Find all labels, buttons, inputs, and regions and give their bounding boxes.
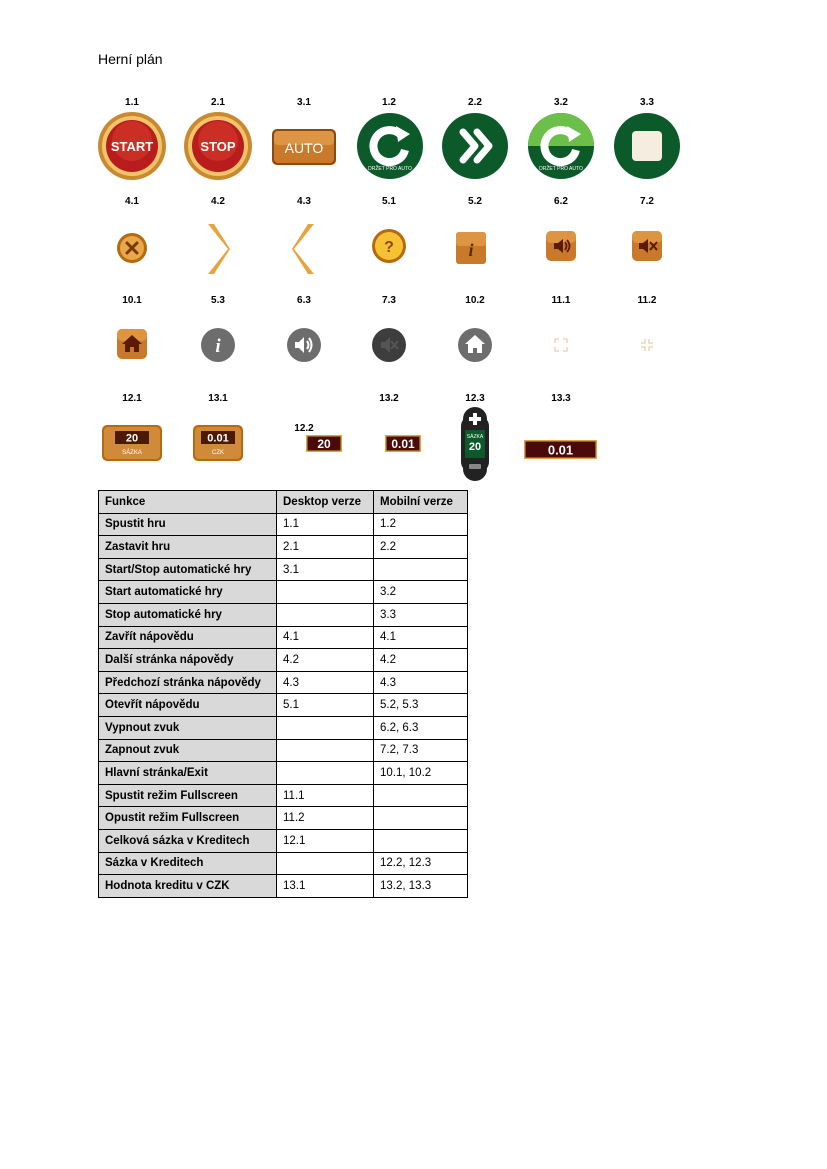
cell-mobile: 13.2, 13.3 [374,875,468,898]
cell-function: Spustit hru [99,513,277,536]
icon-label-12-3: 12.3 [465,393,485,404]
function-table [98,490,468,898]
cell-desktop [277,762,374,785]
cell-function: Další stránka nápovědy [99,649,277,672]
cell-mobile [374,807,468,830]
hold-auto-label: DRŽET PRO AUTO [539,166,583,172]
fullscreen-enter-icon[interactable] [554,338,568,352]
autospin-active-icon[interactable] [527,112,595,180]
table-row [99,626,468,649]
cell-desktop: 4.3 [277,671,374,694]
credit-display-icon[interactable] [385,435,421,452]
cell-desktop: 1.1 [277,513,374,536]
table-row [99,762,468,785]
cell-function: Hlavní stránka/Exit [99,762,277,785]
icon-label-10-2: 10.2 [465,295,485,306]
fast-forward-icon[interactable] [441,112,509,180]
cell-function: Celková sázka v Kreditech [99,829,277,852]
header-funkce: Funkce [99,491,277,514]
cell-desktop [277,581,374,604]
function-table-body [99,491,468,898]
info-gray-icon[interactable] [200,327,236,363]
cell-desktop [277,739,374,762]
page-title: Herní plán [98,51,163,67]
cell-desktop [277,603,374,626]
sound-off-icon[interactable] [632,231,662,261]
start-button-icon[interactable] [97,111,167,181]
icon-label-1-1: 1.1 [125,97,139,108]
hold-auto-label: DRŽET PRO AUTO [368,166,412,172]
svg-text:?: ? [384,239,394,256]
cell-function: Hodnota kreditu v CZK [99,875,277,898]
cell-mobile: 1.2 [374,513,468,536]
cell-function: Zastavit hru [99,536,277,559]
stop-button-icon[interactable] [183,111,253,181]
icon-label-4-1: 4.1 [125,196,139,207]
table-row [99,694,468,717]
table-row [99,581,468,604]
svg-text:i: i [468,240,474,260]
bet-panel-icon[interactable] [102,425,162,461]
stepper-caption: SÁZKA [466,434,484,440]
cell-mobile: 6.2, 6.3 [374,716,468,739]
cell-mobile: 4.1 [374,626,468,649]
cell-function: Zavřít nápovědu [99,626,277,649]
credit-value-panel-icon[interactable] [193,425,243,461]
cell-mobile [374,784,468,807]
icon-label-11-2: 11.2 [637,295,657,306]
cell-desktop: 11.2 [277,807,374,830]
icon-label-7-3: 7.3 [382,295,396,306]
icon-label-7-2: 7.2 [640,196,654,207]
bet-stepper-icon[interactable] [461,406,489,482]
chevron-right-icon[interactable] [206,222,230,276]
header-mobile: Mobilní verze [374,491,468,514]
cell-function: Stop automatické hry [99,603,277,626]
table-row [99,649,468,672]
icon-label-3-2: 3.2 [554,97,568,108]
credit-display-value: 0.01 [391,437,415,451]
home-gray-icon[interactable] [457,327,493,363]
table-row [99,784,468,807]
table-row [99,513,468,536]
bet-display-icon[interactable] [306,435,342,452]
close-circle-icon[interactable] [116,232,148,264]
table-row [99,739,468,762]
cell-mobile: 5.2, 5.3 [374,694,468,717]
icon-label-11-1: 11.1 [551,295,571,306]
cell-function: Start/Stop automatické hry [99,558,277,581]
chevron-left-icon[interactable] [292,222,316,276]
cell-mobile [374,558,468,581]
bet-display-value: 20 [317,437,331,451]
cell-desktop: 5.1 [277,694,374,717]
fullscreen-exit-icon[interactable] [640,338,654,352]
cell-function: Sázka v Kreditech [99,852,277,875]
icon-label-5-2: 5.2 [468,196,482,207]
cell-mobile: 3.2 [374,581,468,604]
stop-label: STOP [200,139,236,154]
table-row [99,671,468,694]
icon-label-1-2: 1.2 [382,97,396,108]
svg-text:i: i [215,336,221,357]
icon-label-13-3: 13.3 [551,393,571,404]
icon-label-4-2: 4.2 [211,196,225,207]
cell-function: Vypnout zvuk [99,716,277,739]
cell-desktop: 4.1 [277,626,374,649]
cell-mobile: 4.3 [374,671,468,694]
cell-function: Start automatické hry [99,581,277,604]
home-icon[interactable] [117,329,147,359]
info-icon[interactable] [456,232,486,264]
bet-caption: SÁZKA [122,450,142,456]
icon-label-2-1: 2.1 [211,97,225,108]
cell-function: Spustit režim Fullscreen [99,784,277,807]
credit-caption: CZK [212,450,224,456]
spin-hold-auto-icon[interactable] [356,112,424,180]
icon-label-3-1: 3.1 [297,97,311,108]
cell-mobile: 4.2 [374,649,468,672]
cell-function: Otevřít nápovědu [99,694,277,717]
icon-label-2-2: 2.2 [468,97,482,108]
cell-desktop [277,716,374,739]
table-row [99,558,468,581]
start-label: START [110,139,154,154]
stepper-value: 20 [468,441,482,453]
header-desktop: Desktop verze [277,491,374,514]
cell-desktop: 12.1 [277,829,374,852]
cell-desktop [277,852,374,875]
credit-display-wide-icon[interactable] [524,440,597,459]
credit-wide-value: 0.01 [547,442,574,458]
icon-label-12-1: 12.1 [122,393,142,404]
cell-function: Zapnout zvuk [99,739,277,762]
icon-label-6-3: 6.3 [297,295,311,306]
cell-desktop: 2.1 [277,536,374,559]
auto-label: AUTO [284,140,324,156]
icon-label-10-1: 10.1 [122,295,142,306]
icon-label-13-1: 13.1 [208,393,228,404]
cell-desktop: 3.1 [277,558,374,581]
cell-mobile: 2.2 [374,536,468,559]
icon-label-5-1: 5.1 [382,196,396,207]
cell-mobile [374,829,468,852]
icon-label-12-2: 12.2 [294,423,314,434]
cell-mobile: 3.3 [374,603,468,626]
cell-mobile: 7.2, 7.3 [374,739,468,762]
table-row [99,829,468,852]
sound-on-gray-icon[interactable] [286,327,322,363]
cell-mobile: 10.1, 10.2 [374,762,468,785]
bet-value: 20 [125,432,139,445]
cell-desktop: 13.1 [277,875,374,898]
sound-off-gray-icon[interactable] [371,327,407,363]
table-header-row [99,491,468,514]
icon-label-6-2: 6.2 [554,196,568,207]
icon-label-3-3: 3.3 [640,97,654,108]
cell-function: Předchozí stránka nápovědy [99,671,277,694]
cell-mobile: 12.2, 12.3 [374,852,468,875]
cell-desktop: 11.1 [277,784,374,807]
table-row [99,807,468,830]
stop-square-icon[interactable] [613,112,681,180]
sound-on-icon[interactable] [546,231,576,261]
cell-desktop: 4.2 [277,649,374,672]
table-row [99,603,468,626]
credit-value: 0.01 [207,432,229,445]
icon-label-13-2: 13.2 [379,393,399,404]
icon-label-4-3: 4.3 [297,196,311,207]
table-row [99,875,468,898]
table-row [99,852,468,875]
icon-label-5-3: 5.3 [211,295,225,306]
cell-function: Opustit režim Fullscreen [99,807,277,830]
table-row [99,536,468,559]
auto-button-icon[interactable] [272,129,336,165]
help-question-icon[interactable] [371,228,407,264]
table-row [99,716,468,739]
